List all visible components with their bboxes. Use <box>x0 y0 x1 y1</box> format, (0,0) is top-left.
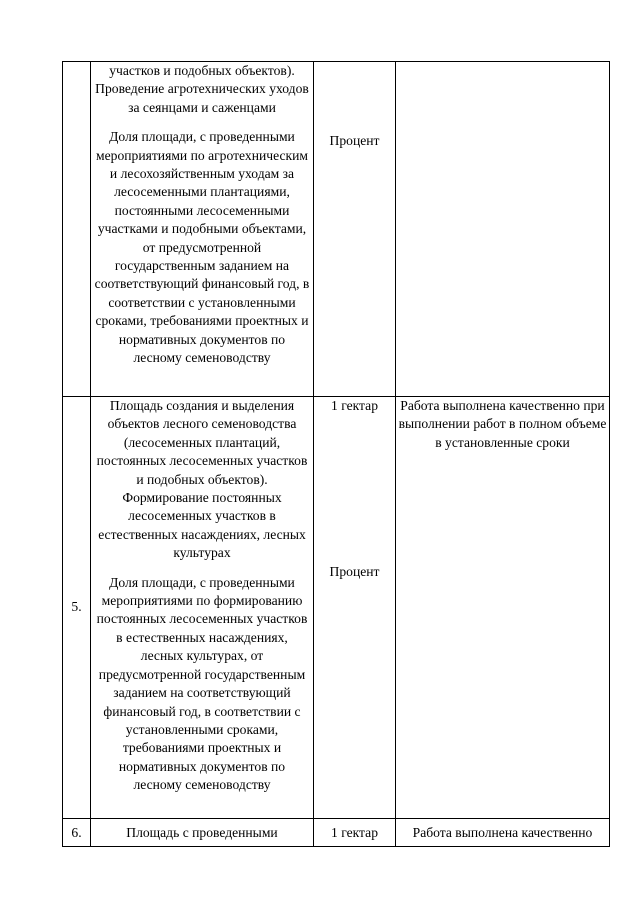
indicator-cell <box>91 62 314 397</box>
unit-cell: 1 гектар <box>314 819 396 847</box>
indicator-cell <box>91 397 314 819</box>
criteria-cell: Работа выполнена качественно <box>396 819 610 847</box>
row-number: 5. <box>63 397 91 819</box>
indicator-text: Доля площади, с проведенными мероприятиями по агротехническим и лесохозяйственным уходам за лесосеменными плантациями, постоянными лесосеменными участками и подобными объектами, от предусмотренной государственным заданием на соответствующий финансовый год, в соответствии с установленными сроками, требованиями проектных и нормативных документов по лесному семеноводству <box>94 129 310 366</box>
row-number: 6. <box>63 819 91 847</box>
indicator-text: Доля площади, с проведенными мероприятиями по формированию постоянных лесосеменных участков в естественных насаждениях, лесных культурах, от предусмотренной государственным заданием на соответствующий финансовый год, в соответствии с установленными сроками, требованиями проектных и нормативных документов по лесному семеноводству <box>96 574 308 793</box>
results-table <box>62 61 610 847</box>
indicator-cell: Площадь с проведенными <box>91 819 314 847</box>
table-row <box>63 819 610 847</box>
unit-cell <box>314 62 396 397</box>
unit-text: 1 гектар <box>331 398 378 413</box>
indicator-text: участков и подобных объектов). Проведение агротехнических уходов за сеянцами и саженцами <box>95 63 309 115</box>
unit-text: Процент <box>329 133 380 148</box>
table-row <box>63 397 610 819</box>
criteria-cell: Работа выполнена качественно при выполнении работ в полном объеме в установленные сроки <box>396 397 610 819</box>
indicator-text: Площадь создания и выделения объектов лесного семеноводства (лесосеменных плантаций, постоянных лесосеменных участков и подобных объектов). Формирование постоянных лесосеменных участков в естественных насаждениях, лесных культурах <box>96 398 308 561</box>
table-row <box>63 62 610 397</box>
criteria-cell <box>396 62 610 397</box>
unit-text: Процент <box>329 564 380 580</box>
row-number <box>63 62 91 397</box>
unit-cell <box>314 397 396 819</box>
